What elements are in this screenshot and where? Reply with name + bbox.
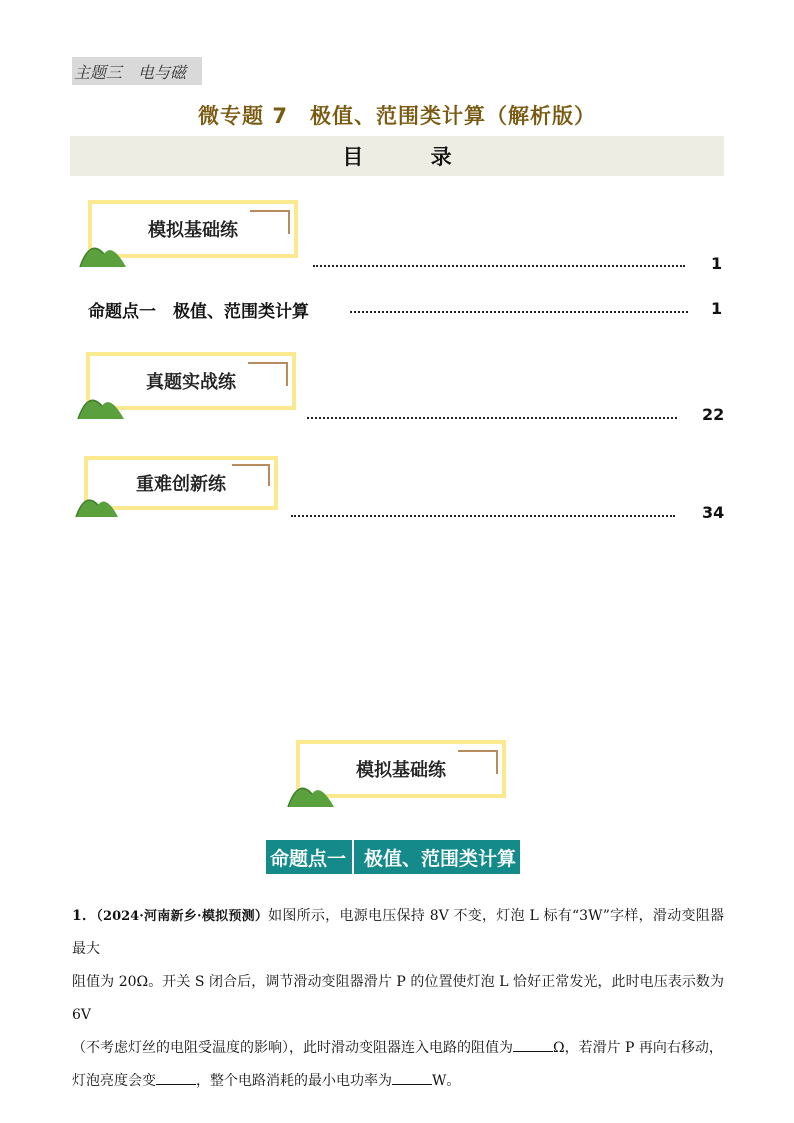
badge-accent <box>288 212 290 234</box>
badge-accent <box>458 750 498 752</box>
hill-icon <box>286 774 336 808</box>
hill-icon <box>74 488 120 518</box>
toc-page-number: 1 <box>711 254 723 273</box>
badge-accent <box>232 464 270 466</box>
toc-badge-real-exam[interactable] <box>76 350 298 420</box>
badge-label: 真题实战练 <box>146 372 236 393</box>
question-text: Ω，若滑片 P 再向右移动， <box>553 1040 723 1056</box>
badge-label: 模拟基础练 <box>356 760 446 781</box>
point-tag <box>266 840 520 874</box>
question-line-2: 阻值为 20Ω。开关 S 闭合后，调节滑动变阻器滑片 P 的位置使灯泡 L 恰好正常发光，此时电压表示数为 6V <box>72 974 724 1023</box>
section-badge-mock-basic <box>286 738 508 808</box>
badge-accent <box>268 466 270 486</box>
question-line-4 <box>72 1065 724 1098</box>
badge-accent <box>250 210 290 212</box>
topic-label: 主题三 <box>74 62 123 82</box>
toc-badge-mock-basic[interactable] <box>78 198 300 268</box>
topic-tag <box>72 57 202 85</box>
toc-badge-hard-innovation[interactable] <box>74 454 280 518</box>
answer-blank-min-power[interactable] <box>392 1070 432 1085</box>
answer-blank-resistance[interactable] <box>513 1037 553 1052</box>
toc-heading: 目 录 <box>342 145 482 169</box>
topic-sub-label: 电与磁 <box>138 62 187 82</box>
document-title: 微专题 7 极值、范围类计算（解析版） <box>198 104 596 128</box>
question-1 <box>72 900 724 1098</box>
toc-page-number: 22 <box>702 405 725 424</box>
question-source: （2024·河南新乡·模拟预测） <box>96 909 269 924</box>
question-text: W。 <box>432 1073 461 1089</box>
badge-label: 模拟基础练 <box>148 220 238 241</box>
question-number: 1． <box>72 908 97 924</box>
toc-entry-point-one[interactable]: 命题点一 极值、范围类计算 <box>88 302 309 322</box>
toc-leader-dots <box>291 515 675 517</box>
question-text: ，整个电路消耗的最小电功率为 <box>196 1073 392 1089</box>
badge-accent <box>286 364 288 386</box>
toc-leader-dots <box>313 265 685 267</box>
toc-page-number: 34 <box>702 503 725 522</box>
question-text: 如图所示，电源电压保持 8V 不变，灯泡 L 标有“3W”字样，滑动变阻器最大 <box>72 908 724 957</box>
point-tag-title: 极值、范围类计算 <box>364 847 517 870</box>
answer-blank-brightness[interactable] <box>156 1070 196 1085</box>
badge-label: 重难创新练 <box>136 474 226 495</box>
toc-page-number: 1 <box>711 299 723 318</box>
point-tag-number: 命题点一 <box>270 847 347 870</box>
question-text: 灯泡亮度会变 <box>72 1073 156 1089</box>
toc-leader-dots <box>307 417 677 419</box>
toc-leader-dots <box>350 311 688 313</box>
toc-heading-bar <box>70 136 724 176</box>
question-line-3 <box>72 1032 724 1065</box>
badge-accent <box>248 362 288 364</box>
question-line-1 <box>72 900 724 966</box>
point-tag-divider <box>352 840 354 874</box>
question-text: （不考虑灯丝的电阻受温度的影响），此时滑动变阻器连入电路的阻值为 <box>72 1040 513 1056</box>
hill-icon <box>76 386 126 420</box>
badge-accent <box>496 752 498 774</box>
hill-icon <box>78 234 128 268</box>
